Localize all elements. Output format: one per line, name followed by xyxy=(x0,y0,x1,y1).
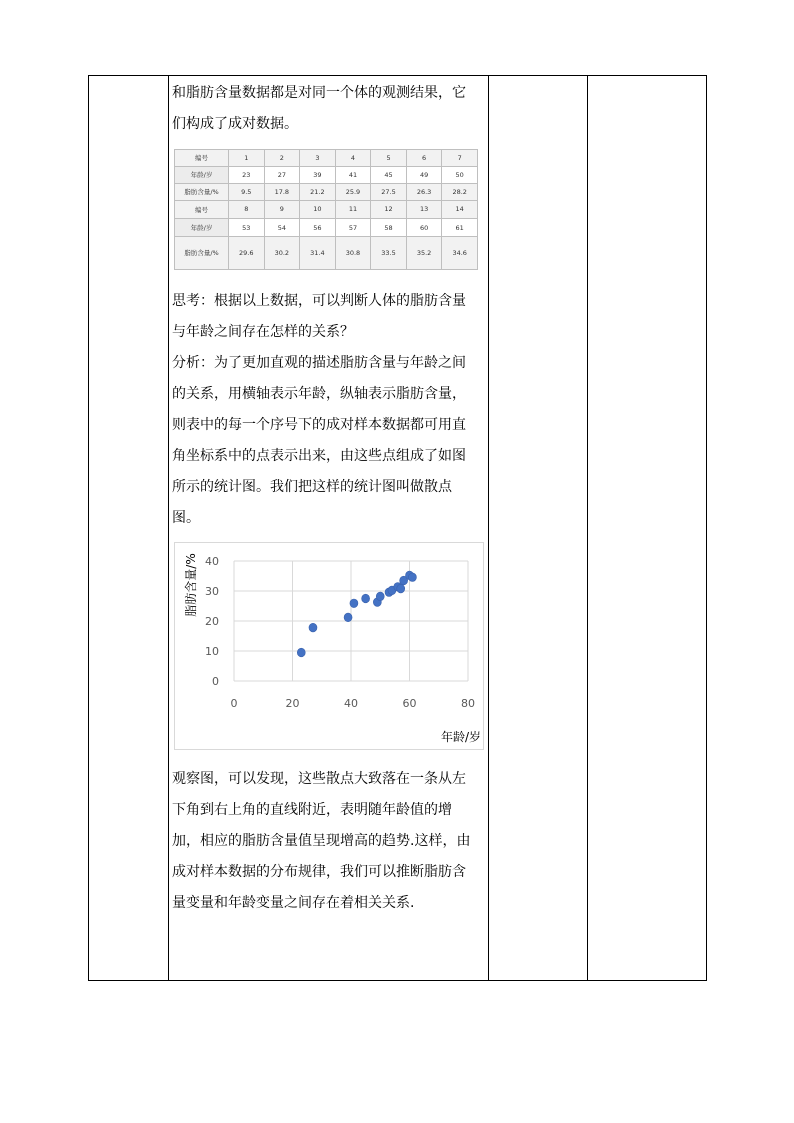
table-cell: 年龄/岁 xyxy=(175,166,229,183)
scatter-point xyxy=(376,592,384,601)
table-cell: 9 xyxy=(264,200,300,218)
table-cell: 脂肪含量/% xyxy=(175,237,229,270)
scatter-point xyxy=(344,613,352,622)
intro-line: 们构成了成对数据。 xyxy=(172,116,298,132)
analysis-line: 图。 xyxy=(172,510,200,526)
y-tick-label: 20 xyxy=(205,615,219,628)
table-cell: 29.6 xyxy=(229,237,265,270)
table-cell: 11 xyxy=(335,200,371,218)
table-cell: 脂肪含量/% xyxy=(175,183,229,200)
table-cell: 6 xyxy=(406,150,442,167)
table-cell: 9.5 xyxy=(229,183,265,200)
scatter-point xyxy=(362,594,370,603)
table-cell: 28.2 xyxy=(442,183,478,200)
age-fat-data-table xyxy=(174,149,478,270)
analysis-line: 思考：根据以上数据，可以判断人体的脂肪含量 xyxy=(172,293,466,309)
table-row xyxy=(175,200,478,218)
table-cell: 34.6 xyxy=(442,237,478,270)
intro-line: 和脂肪含量数据都是对同一个体的观测结果，它 xyxy=(172,85,466,101)
table-cell: 26.3 xyxy=(406,183,442,200)
y-tick-label: 40 xyxy=(205,555,219,568)
table-cell: 10 xyxy=(300,200,336,218)
observation-line: 下角到右上角的直线附近，表明随年龄值的增 xyxy=(172,802,452,818)
table-row xyxy=(175,237,478,270)
table-cell: 1 xyxy=(229,150,265,167)
observation-line: 成对样本数据的分布规律，我们可以推断脂肪含 xyxy=(172,864,466,880)
table-cell: 50 xyxy=(442,166,478,183)
table-row xyxy=(175,150,478,167)
analysis-line: 与年龄之间存在怎样的关系？ xyxy=(172,324,354,340)
table-cell: 27 xyxy=(264,166,300,183)
column-divider xyxy=(488,76,489,980)
table-row xyxy=(175,183,478,200)
scatter-chart-svg xyxy=(175,543,485,751)
table-cell: 61 xyxy=(442,219,478,237)
scatter-point xyxy=(350,599,358,608)
table-cell: 编号 xyxy=(175,200,229,218)
scatter-point xyxy=(297,648,305,657)
x-tick-label: 40 xyxy=(344,697,358,710)
y-tick-label: 10 xyxy=(205,645,219,658)
table-row xyxy=(175,166,478,183)
x-tick-label: 0 xyxy=(230,697,238,710)
table-row xyxy=(175,219,478,237)
table-cell: 13 xyxy=(406,200,442,218)
table-cell: 25.9 xyxy=(335,183,371,200)
scatter-point xyxy=(397,584,405,593)
table-cell: 17.8 xyxy=(264,183,300,200)
table-cell: 21.2 xyxy=(300,183,336,200)
table-cell: 编号 xyxy=(175,150,229,167)
table-cell: 33.5 xyxy=(371,237,407,270)
table-cell: 7 xyxy=(442,150,478,167)
table-cell: 49 xyxy=(406,166,442,183)
y-tick-label: 30 xyxy=(205,585,219,598)
table-cell: 14 xyxy=(442,200,478,218)
table-cell: 39 xyxy=(300,166,336,183)
x-axis-title: 年龄/岁 xyxy=(440,730,481,744)
observation-paragraph xyxy=(172,764,484,919)
table-cell: 31.4 xyxy=(300,237,336,270)
analysis-line: 角坐标系中的点表示出来，由这些点组成了如图 xyxy=(172,448,466,464)
analysis-line: 分析：为了更加直观的描述脂肪含量与年龄之间 xyxy=(172,355,466,371)
table-cell: 27.5 xyxy=(371,183,407,200)
table-cell: 30.8 xyxy=(335,237,371,270)
table-cell: 57 xyxy=(335,219,371,237)
x-tick-label: 20 xyxy=(285,697,300,710)
scatter-point xyxy=(309,623,317,632)
table-cell: 58 xyxy=(371,219,407,237)
observation-line: 量变量和年龄变量之间存在着相关关系. xyxy=(172,895,415,911)
table-cell: 35.2 xyxy=(406,237,442,270)
table-cell: 23 xyxy=(229,166,265,183)
table-cell: 56 xyxy=(300,219,336,237)
table-cell: 2 xyxy=(264,150,300,167)
table-cell: 4 xyxy=(335,150,371,167)
scatter-point xyxy=(408,573,416,582)
column-divider xyxy=(587,76,588,980)
analysis-line: 所示的统计图。我们把这样的统计图叫做散点 xyxy=(172,479,452,495)
x-tick-label: 60 xyxy=(402,697,417,710)
observation-line: 加，相应的脂肪含量值呈现增高的趋势.这样，由 xyxy=(172,833,471,849)
y-axis-title: 脂肪含量/% xyxy=(184,553,198,617)
table-cell: 30.2 xyxy=(264,237,300,270)
table-cell: 54 xyxy=(264,219,300,237)
x-tick-label: 80 xyxy=(461,697,475,710)
table-cell: 5 xyxy=(371,150,407,167)
y-tick-label: 0 xyxy=(212,675,219,688)
table-cell: 8 xyxy=(229,200,265,218)
table-cell: 41 xyxy=(335,166,371,183)
table-cell: 年龄/岁 xyxy=(175,219,229,237)
column-divider xyxy=(168,76,169,980)
table-cell: 12 xyxy=(371,200,407,218)
scatter-chart xyxy=(174,542,484,750)
analysis-line: 则表中的每一个序号下的成对样本数据都可用直 xyxy=(172,417,466,433)
table-cell: 60 xyxy=(406,219,442,237)
table-cell: 53 xyxy=(229,219,265,237)
observation-line: 观察图，可以发现，这些散点大致落在一条从左 xyxy=(172,771,466,787)
table-cell: 45 xyxy=(371,166,407,183)
analysis-paragraph xyxy=(172,286,484,534)
analysis-line: 的关系，用横轴表示年龄，纵轴表示脂肪含量， xyxy=(172,386,466,402)
table-cell: 3 xyxy=(300,150,336,167)
intro-paragraph xyxy=(172,78,484,140)
